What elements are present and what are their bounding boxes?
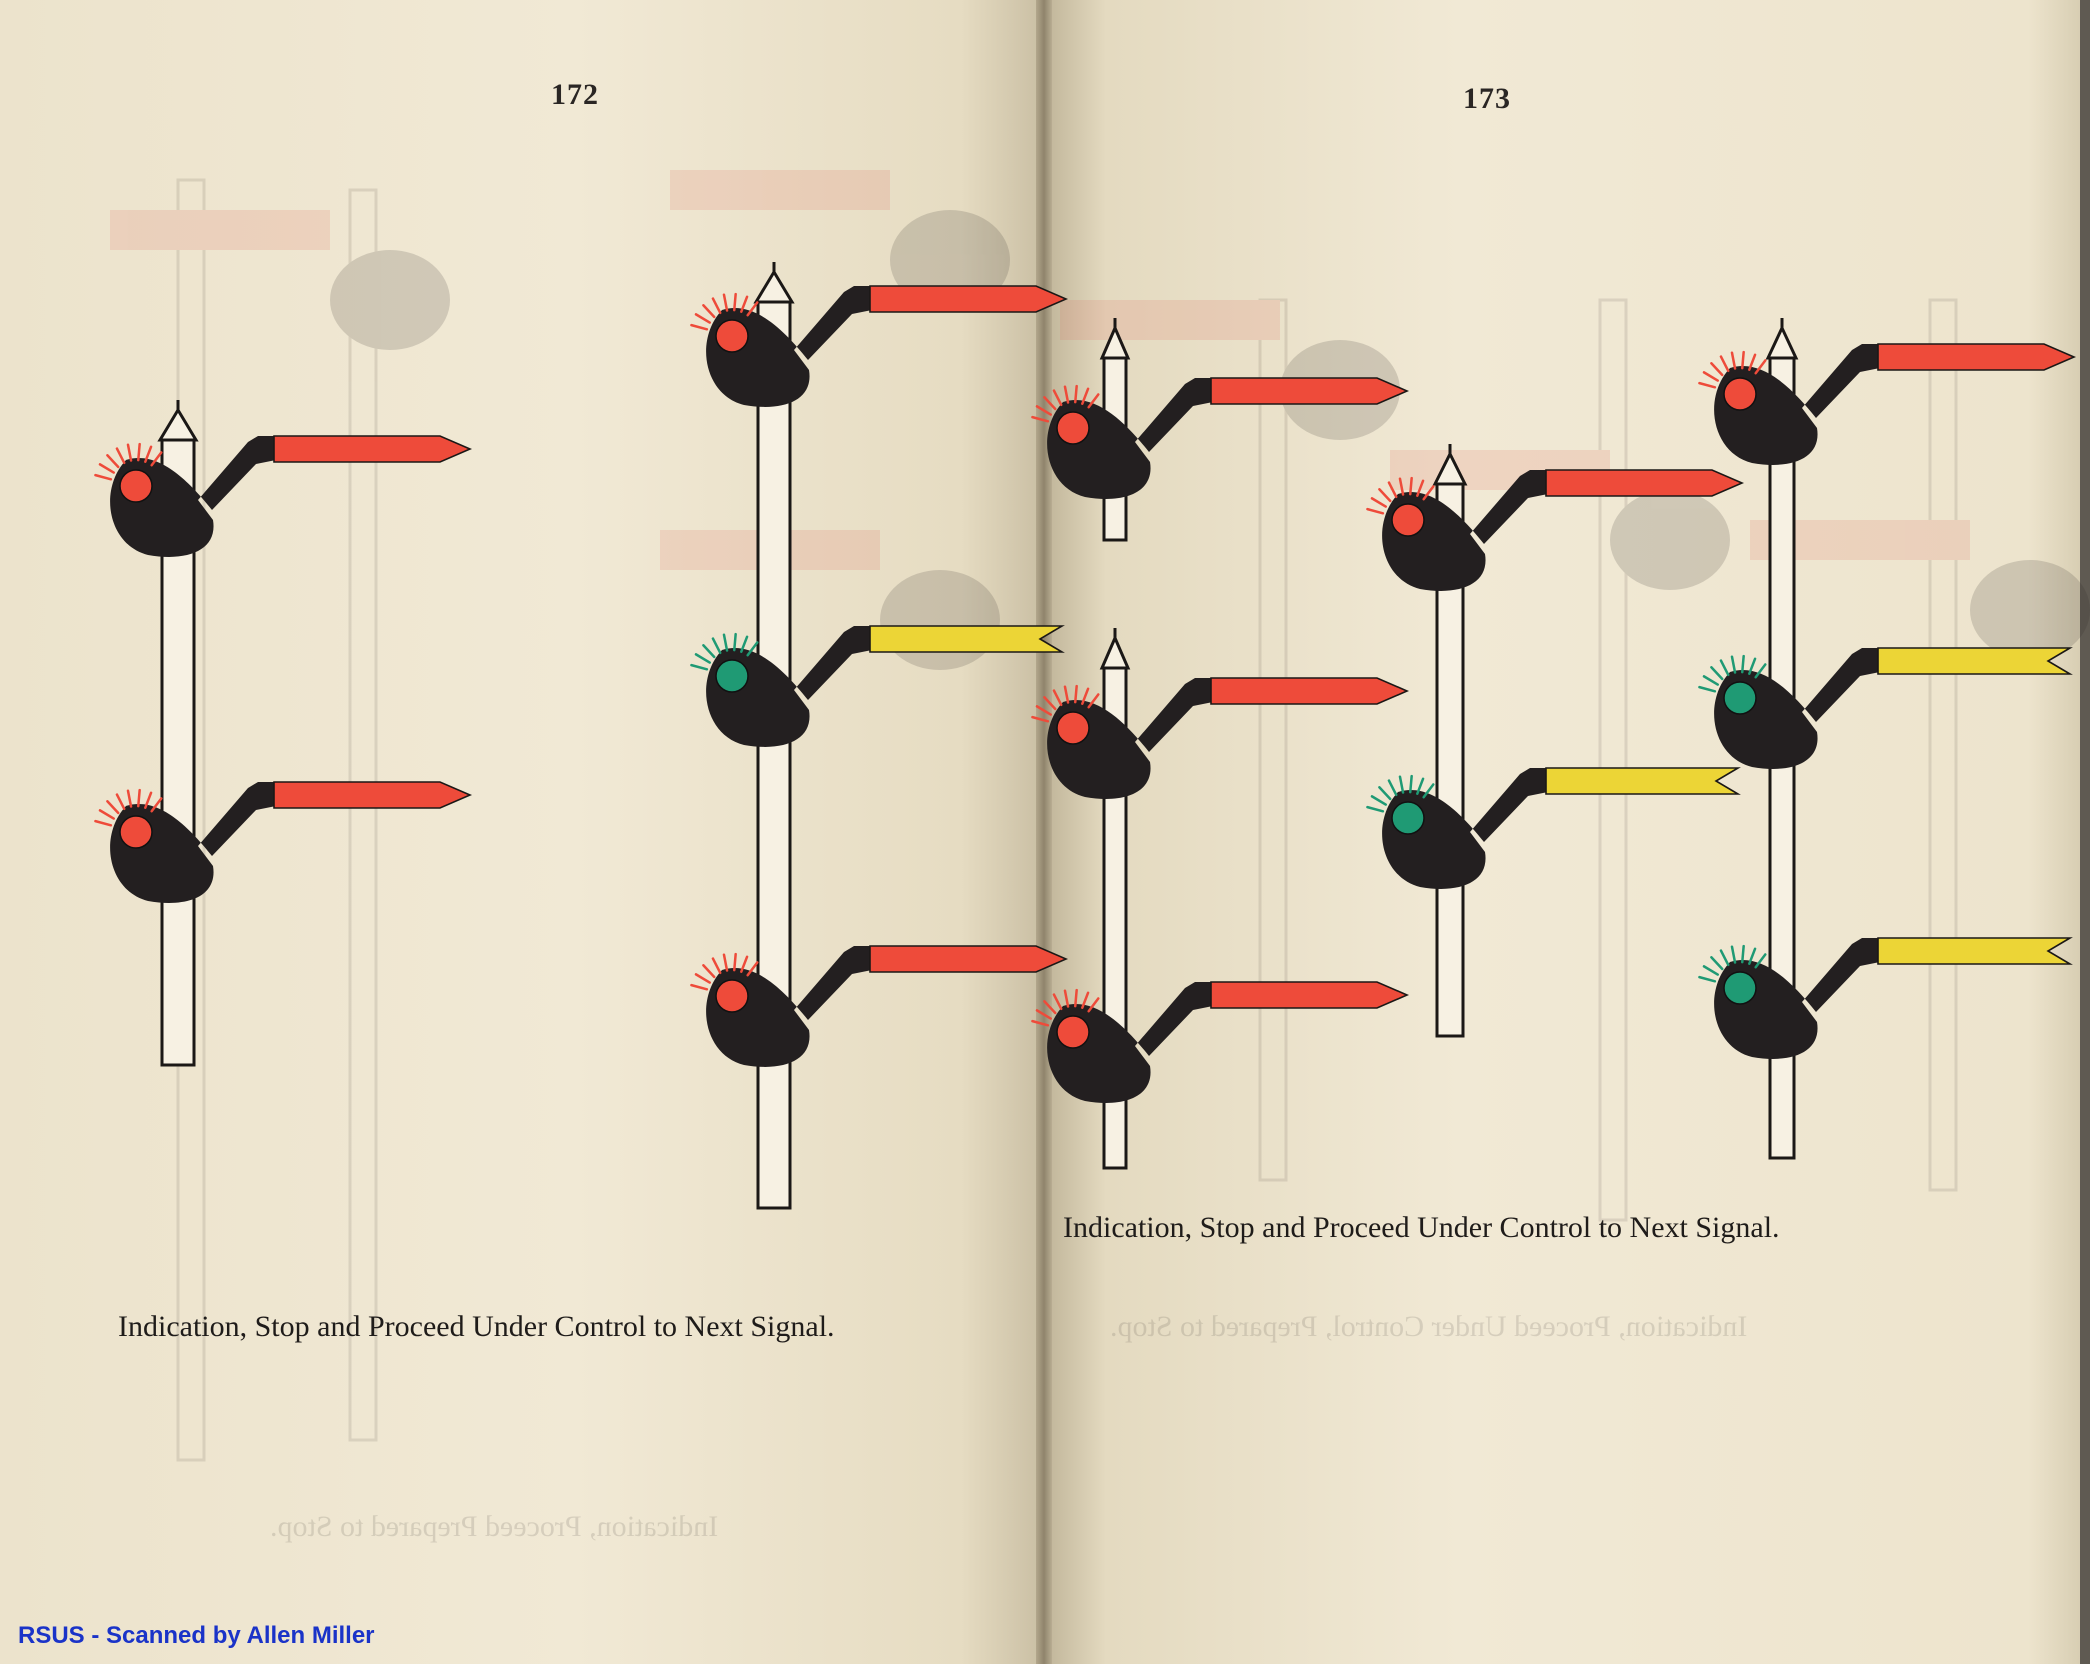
ghost-casting	[330, 250, 450, 350]
green-lamp-icon	[1724, 972, 1756, 1004]
red-lamp-icon	[716, 980, 748, 1012]
ghost-blade	[110, 210, 330, 250]
stop-blade	[1878, 344, 2074, 370]
caution-blade	[1546, 768, 1738, 794]
semaphore-arm-caution	[1699, 648, 2070, 769]
semaphore-arm-stop	[95, 782, 470, 903]
red-lamp-icon	[1057, 412, 1089, 444]
page-number-left: 172	[551, 78, 599, 111]
ghost-mast	[1930, 300, 1956, 1190]
stop-blade	[870, 286, 1066, 312]
caution-blade	[870, 626, 1062, 652]
caption-left: Indication, Stop and Proceed Under Control to Next Signal.	[118, 1310, 835, 1343]
semaphore-arm-stop	[691, 946, 1066, 1067]
semaphore-arm-stop	[691, 286, 1066, 407]
stop-blade	[274, 782, 470, 808]
caution-blade	[1878, 648, 2070, 674]
red-lamp-icon	[716, 320, 748, 352]
ghost-blade	[1060, 300, 1280, 340]
red-lamp-icon	[120, 470, 152, 502]
semaphore-arm-caution	[691, 626, 1062, 747]
scan-credit: RSUS - Scanned by Allen Miller	[18, 1622, 375, 1649]
caption-right: Indication, Stop and Proceed Under Control to Next Signal.	[1063, 1211, 1780, 1244]
red-lamp-icon	[120, 816, 152, 848]
stop-blade	[1211, 678, 1407, 704]
caution-blade	[1878, 938, 2070, 964]
semaphore-arm-stop	[1699, 344, 2074, 465]
stop-blade	[870, 946, 1066, 972]
ghost-mast	[1600, 300, 1626, 1220]
semaphore-arm-stop	[95, 436, 470, 557]
ghost-casting	[1970, 560, 2090, 660]
bleed-through-text-left: Indication, Proceed Prepared to Stop.	[270, 1510, 719, 1543]
semaphore-arm-stop	[1032, 982, 1407, 1103]
signal-group-3	[1032, 318, 1407, 1168]
ghost-casting	[1610, 490, 1730, 590]
ghost-mast	[1260, 300, 1286, 1180]
red-lamp-icon	[1724, 378, 1756, 410]
page-number-right: 173	[1463, 82, 1511, 115]
ghost-mast	[350, 190, 376, 1440]
signal-group-2	[691, 262, 1066, 1208]
signal-group-5	[1699, 318, 2074, 1158]
bleed-through-text-right: Indication, Proceed Under Control, Prepared to Stop.	[1110, 1310, 1748, 1343]
green-lamp-icon	[716, 660, 748, 692]
red-lamp-icon	[1057, 712, 1089, 744]
stop-blade	[274, 436, 470, 462]
ghost-casting	[880, 570, 1000, 670]
signal-group-1	[95, 400, 470, 1065]
red-lamp-icon	[1057, 1016, 1089, 1048]
semaphore-arm-caution	[1699, 938, 2070, 1059]
stop-blade	[1211, 378, 1407, 404]
green-lamp-icon	[1392, 802, 1424, 834]
stop-blade	[1546, 470, 1742, 496]
green-lamp-icon	[1724, 682, 1756, 714]
ghost-blade	[670, 170, 890, 210]
red-lamp-icon	[1392, 504, 1424, 536]
stop-blade	[1211, 982, 1407, 1008]
semaphore-arm-caution	[1367, 768, 1738, 889]
semaphore-arm-stop	[1032, 678, 1407, 799]
